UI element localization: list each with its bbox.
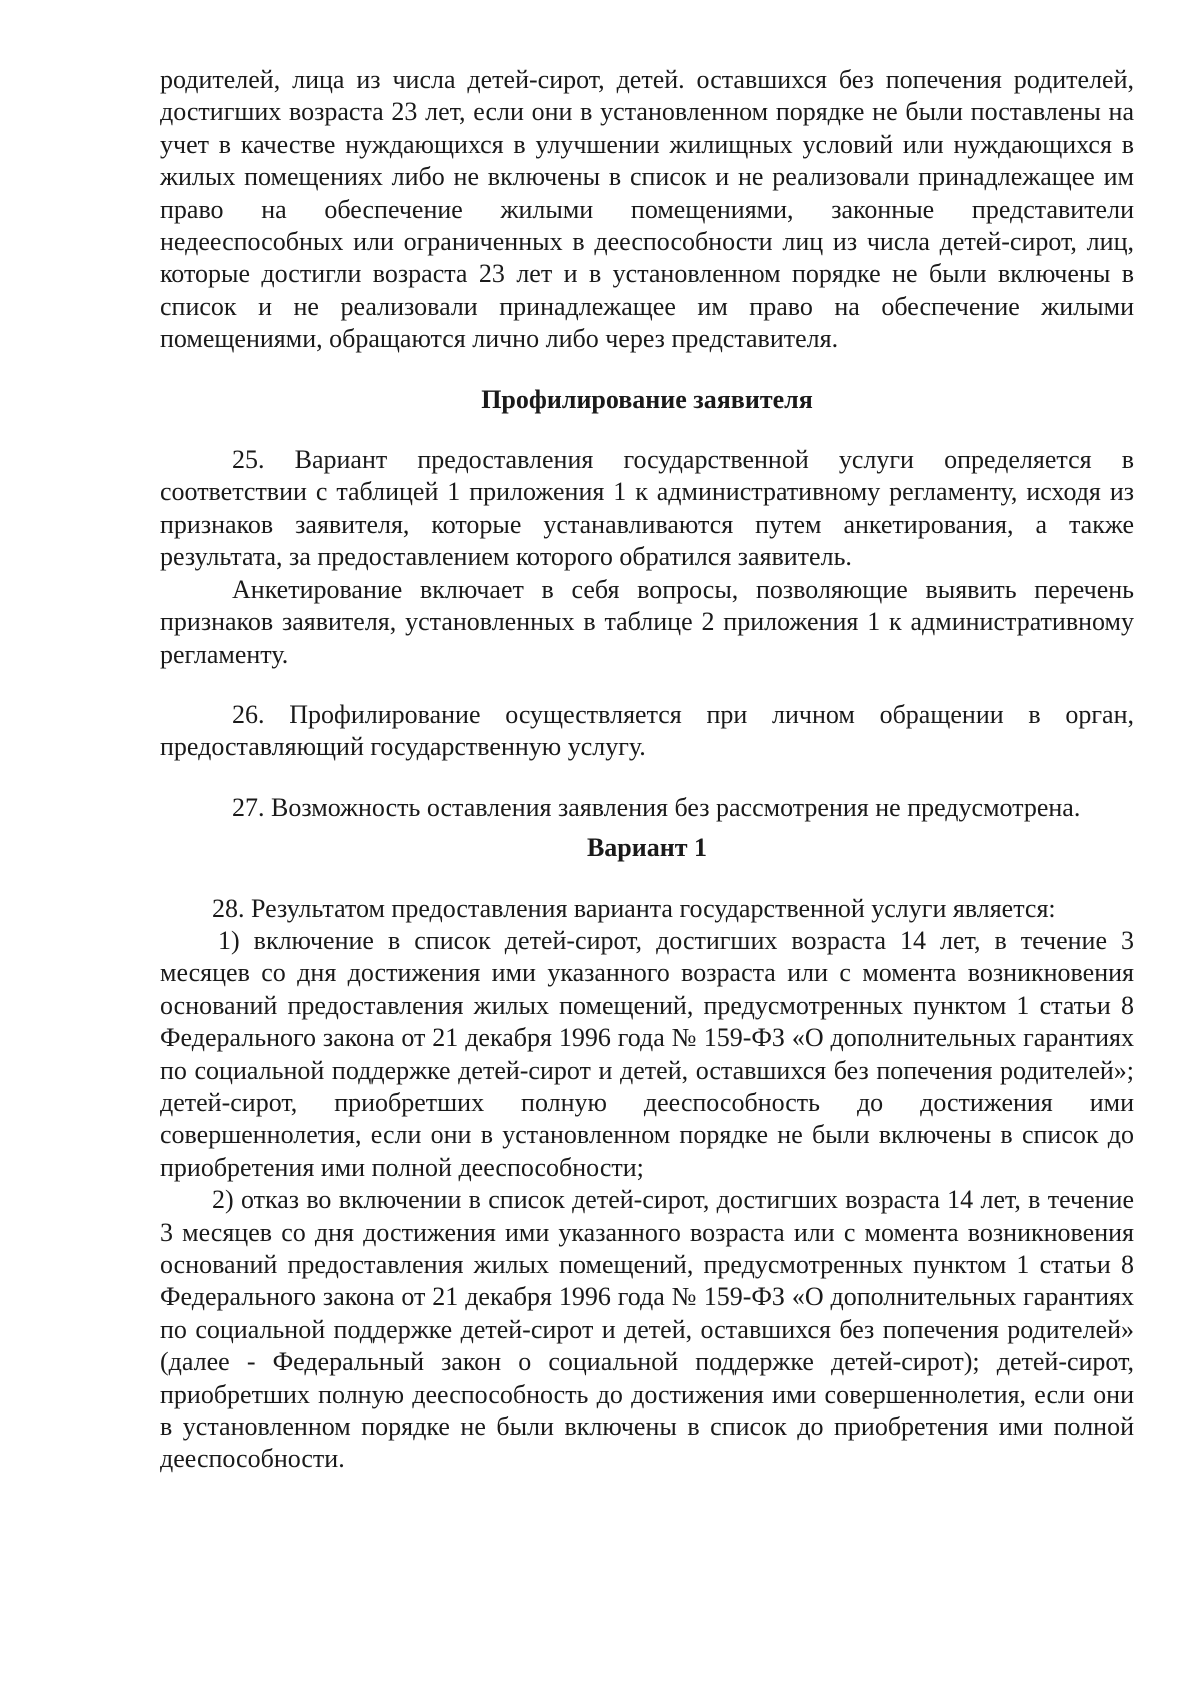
paragraph-25: 25. Вариант предоставления государственной услуги определяется в соответствии с таблицей 1 приложения 1 к административному регламенту, исходя из признаков заявителя, которые устанавливаются путем анкетирования, а также результата, за предоставлением которого обратился заявитель. [160, 445, 1134, 572]
list-item-1: 1) включение в список детей-сирот, достигших возраста 14 лет, в течение 3 месяцев со дня достижения ими указанного возраста или с момента возникновения оснований предоставления жилых помещений, предусмотренных пунктом 1 статьи 8 Федерального закона от 21 декабря 1996 года № 159-ФЗ «О дополнительных гарантиях по социальной поддержке детей-сирот и детей, оставшихся без попечения родителей»; детей-сирот, приобретших полную дееспособность до достижения ими совершеннолетия, если они в установленном порядке не были включены в список до приобретения ими полной дееспособности; [160, 925, 1134, 1182]
spacer [160, 865, 1134, 893]
spacer [160, 671, 1134, 699]
spacer [160, 764, 1134, 792]
section-heading-variant-1: Вариант 1 [586, 833, 708, 863]
intro-paragraph: родителей, лица из числа детей-сирот, детей. оставшихся без попечения родителей, достигших возраста 23 лет, если они в установленном порядке не были поставлены на учет в качестве нуждающихся в улучшении жилищных условий или нуждающихся в жилых помещениях либо не включены в список и не реализовали принадлежащее им право на обеспечение жилыми помещениями, законные представители недееспособных или ограниченных в дееспособности лиц из числа детей-сирот, лиц, которые достигли возраста 23 лет и в установленном порядке не были включены в список и не реализовали принадлежащее им право на обеспечение жилыми помещениями, обращаются лично либо через представителя. [160, 65, 1134, 354]
paragraph-28: 28. Результатом предоставления варианта государственной услуги является: [212, 893, 1056, 923]
document-page [160, 64, 1134, 1476]
paragraph-25-continued: Анкетирование включает в себя вопросы, позволяющие выявить перечень признаков заявителя, установленных в таблице 2 приложения 1 к административному регламенту. [160, 574, 1134, 669]
list-item-2: 2) отказ во включении в список детей-сирот, достигших возраста 14 лет, в течение 3 месяцев со дня достижения ими указанного возраста или с момента возникновения оснований предоставления жилых помещений, предусмотренных пунктом 1 статьи 8 Федерального закона от 21 декабря 1996 года № 159-ФЗ «О дополнительных гарантиях по социальной поддержке детей-сирот и детей, оставшихся без попечения родителей» (далее - Федеральный закон о социальной поддержке детей-сирот); детей-сирот, приобретших полную дееспособность до достижения ими совершеннолетия, если они в установленном порядке не были включены в список до приобретения ими полной дееспособности. [160, 1185, 1134, 1474]
paragraph-27: 27. Возможность оставления заявления без рассмотрения не предусмотрена. [232, 792, 1081, 822]
spacer [160, 356, 1134, 384]
section-heading-profiling: Профилирование заявителя [481, 384, 813, 414]
spacer [160, 416, 1134, 444]
paragraph-26: 26. Профилирование осуществляется при личном обращении в орган, предоставляющий государственную услугу. [160, 699, 1134, 762]
spacer [160, 824, 1134, 832]
